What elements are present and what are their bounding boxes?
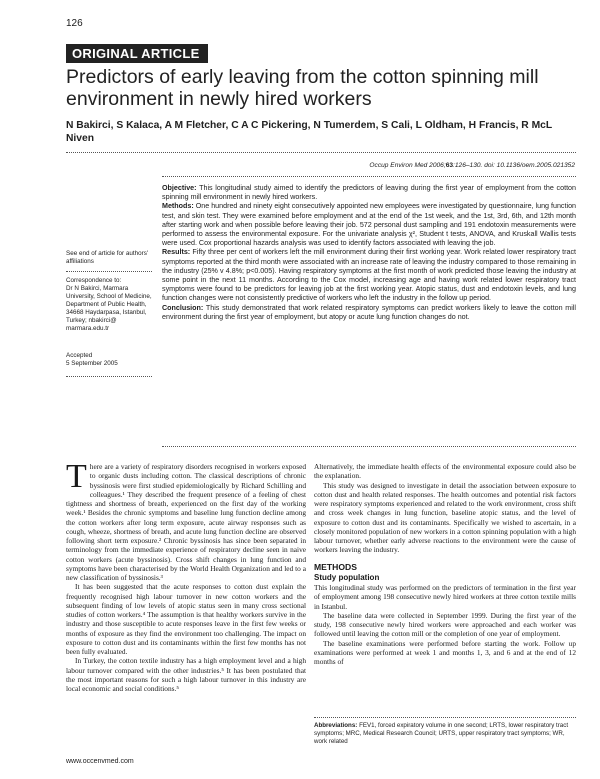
accepted-label: Accepted [66,352,93,359]
abbrev-divider [314,717,576,718]
abstract-bottom-divider [162,446,576,447]
objective-text: This longitudinal study aimed to identify the predictors of leaving during the first year of employment from the cotton spinning mill environment in newly hired workers. [162,184,576,202]
correspondence-block [66,277,152,333]
abbreviations [314,722,576,746]
sidebar-divider-1 [66,271,152,272]
abstract [162,184,576,322]
correspondence-address: Dr N Bakirci, Marmara University, School of Medicine, Department of Public Health, 34668 Haydarpasa, Istanbul, Turkey; nbakirci@ marmara.edu.tr [66,285,152,332]
footer-url[interactable]: www.occenvmed.com [66,758,134,765]
header-divider [66,152,576,153]
accepted-date: 5 September 2005 [66,360,118,367]
results-text: Fifty three per cent of workers left the mill environment during their first working year. Work related lower respiratory tract symptoms reported at the third month were associated with an increase rate of leaving the industry compared to those remaining in the industry (25% v 4.8%; p<0.005). Having respiratory symptoms at the first month of work predicted those leaving the industry at some point in the next 11 months. According to the Cox model, increasing age and having work related lower respiratory tract symptoms were found to be predictors for leaving job at the first working year. Atopic status, dust and endotoxin levels, and lung function changes were not consistently predictive of workers who left the industry in the follow up period. [162,248,577,303]
methods-text: One hundred and ninety eight consecutively appointed new employees were investigated by questionnaire, lung function test, and skin test. They were examined before employment and at the end of the 1st week, and the 1st, 3rd, 6th, and 12th month after starting work and when possible before leaving their job. 572 personal dust sampling and 191 endotoxin measurements were performed to assess the environmental exposure. For the univariate analysis χ², Student t tests, ANOVA, and Kruskall Wallis tests were used. Cox proportional hazards analysis was used to identify factors associated with leaving the job. [162,202,577,248]
page-number: 126 [66,18,83,29]
drop-cap: T [66,458,87,495]
journal-volume: 63 [445,162,454,169]
abbrev-text: FEV1, forced expiratory volume in one second; LRTS, lower respiratory tract symptoms; MRC, Medical Research Council; URTS, upper respiratory tract symptoms; WR, work related [314,722,569,745]
methods-heading: METHODS [314,561,357,572]
intro-paragraph-2: It has been suggested that the acute responses to cotton dust explain the frequently recognised high labour turnover in new cotton workers and the subsequent finding of low levels of atopic status seen in many cross sectional studies of cotton workers.⁴ The assumption is that healthy workers survive in the industry and those susceptible to acute responses leave in the first few weeks or months of exposure as they find the environment too challenging. The impact on exposure to cotton dust and its contaminants within the first few months has not been fully evaluated. [66,582,306,656]
conclusion-text: This study demonstrated that work related respiratory symptoms can predict workers likely to leave the cotton mill environment during the first year of employment, but atopy or acute lung function changes do not. [162,303,576,321]
intro-paragraph-1 [66,458,306,582]
right-paragraph-3: This longitudinal study was performed on the predictors of termination in the first year of employment among 198 consecutive newly hired workers at three cotton textile mills in Istanbul. [314,583,576,611]
body-right-column [314,462,576,666]
sidebar-divider-2 [66,376,152,377]
abstract-conclusion [162,304,576,322]
study-population-heading: Study population [314,572,380,582]
conclusion-label: Conclusion: [162,303,204,312]
affiliation-note: See end of article for authors' affiliations [66,250,149,265]
body-left-column [66,458,306,693]
abstract-results [162,248,576,303]
methods-label: Methods: [162,202,194,211]
journal-doi: :126–130. doi: 10.1136/oem.2005.021352 [453,162,575,169]
right-paragraph-1: Alternatively, the immediate health effects of the environmental exposure could also be the explanation. [314,462,576,481]
section-label: ORIGINAL ARTICLE [66,44,208,63]
objective-label: Objective: [162,184,197,192]
right-paragraph-2: This study was designed to investigate in detail the association between exposure to cotton dust and health related responses. The health outcomes and potential risk factors were respiratory symptoms experienced and related to the work environment, cross shift and cross week changes in lung function, baseline atopic status, and the level of exposure to cotton dust and its contaminants. Specifically we wished to ascertain, in a closely monitored population of new workers in a cotton spinning population with a high labour turnover, whether early adverse reactions to the environment were the cause of workers leaving the industry. [314,480,576,555]
abbrev-label: Abbreviations: [314,722,358,729]
intro-paragraph-3: In Turkey, the cotton textile industry has a high employment level and a high labour turnover compared with the other industries.⁵ It has been postulated that the most important reasons for such a high labour turnover in this industry are local economic and social conditions.⁵ [66,656,306,693]
journal-name: Occup Environ Med [369,162,428,169]
citation [369,162,575,169]
abstract-top-divider [162,176,576,177]
journal-year: 2006; [429,162,446,169]
accepted-block [66,352,152,368]
author-list: N Bakirci, S Kalaca, A M Fletcher, C A C Pickering, N Tumerdem, S Cali, L Oldham, H Francis, R McL Niven [66,120,552,144]
abstract-objective [162,184,576,202]
intro-text-1: here are a variety of respiratory disorders recognised in workers exposed to organic dusts including cotton. The classical descriptions of chronic byssinosis were first studied epidemiologically by Richard Schilling and colleagues.¹ They described the frequent presence of a feeling of chest tightness and shortness of breath, experienced on the first day of the working week.¹ Besides the chronic symptoms and baseline lung function decline among the cotton workers after long term exposure, acute airway responses such as cough, wheeze, shortness of breath, and acute lung function decline are observed following short term exposure.² Chronic byssinosis has since been separated in terminology from the immediate experience of respiratory decline seen in naive cotton workers (acute byssinosis). Cross shift changes in lung function and symptoms have been characterised by the World Health Organization and led to a new classification of byssinosis.³ [66,462,306,582]
results-label: Results: [162,248,191,257]
right-paragraph-4: The baseline data were collected in September 1999. During the first year of the study, 198 consecutive newly hired workers were approached and each worker was followed until leaving the cotton mill or the completion of one year of employment. [314,610,576,639]
article-title: Predictors of early leaving from the cotton spinning mill environment in newly hired workers [66,66,539,110]
abstract-methods [162,202,576,248]
right-paragraph-5: The baseline examinations were performed before starting the work. Follow up examinations were performed at week 1 and months 1, 3, and 6 and at the end of 12 months of [314,638,576,666]
correspondence-label: Correspondence to: [66,277,122,284]
